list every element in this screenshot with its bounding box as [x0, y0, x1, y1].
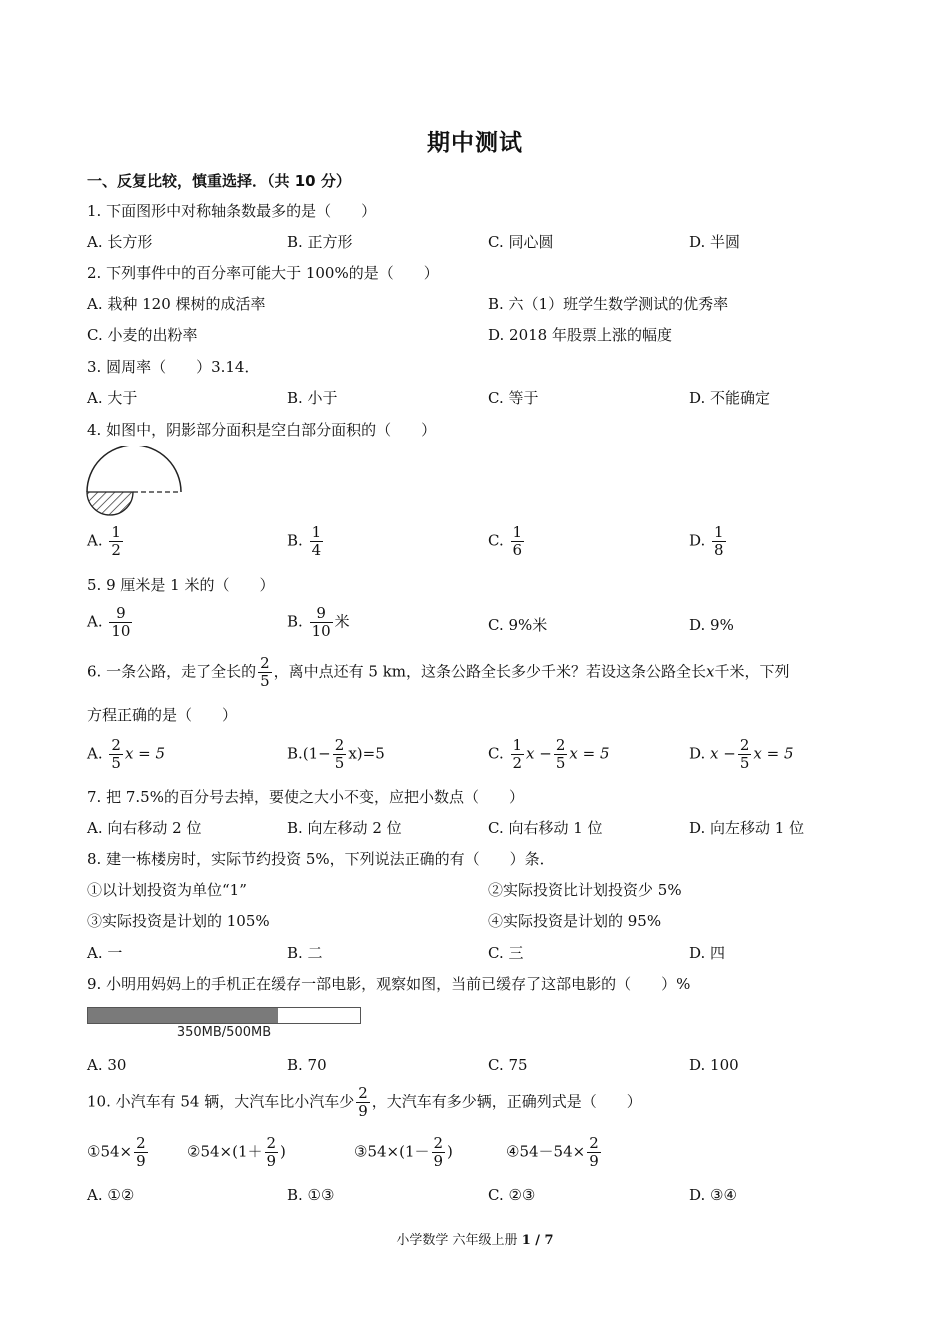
q8-statement-4: ④实际投资是计划的 95% [488, 912, 662, 930]
fraction: $\frac{1}{2}$ [512, 736, 523, 772]
fraction: $\frac{2}{9}$ [266, 1134, 277, 1170]
q3-option-d: D. 不能确定 [689, 389, 771, 407]
q1-option-b: B. 正方形 [287, 233, 353, 251]
q10-option-d: D. ③④ [689, 1186, 737, 1204]
question-6-stem: 6. 一条公路，走了全长的 $\frac{2}{5}$ ，离中点还有 5 km，这条公路全长多少千米？若设这条公路全长x千米，下列 [87, 654, 790, 690]
fraction: $\frac{2}{5}$ [334, 736, 345, 772]
q10-option-a: A. ①② [87, 1186, 135, 1204]
q8-option-b: B. 二 [287, 944, 323, 962]
q10-expression-1: ①54× $\frac{2}{9}$ [87, 1134, 146, 1170]
q8-statement-2: ②实际投资比计划投资少 5% [488, 881, 682, 899]
question-5-stem: 5. 9 厘米是 1 米的（ ） [87, 576, 275, 594]
q4-option-c: C. $\frac{1}{6}$ [488, 523, 523, 559]
fraction: $\frac{1}{2}$ [111, 523, 121, 559]
q9-option-b: B. 70 [287, 1056, 327, 1074]
question-9-stem: 9. 小明用妈妈上的手机正在缓存一部电影，观察如图，当前已缓存了这部电影的（ ）% [87, 975, 691, 993]
q6-option-a: A. $\frac{2}{5}$ x = 5 [87, 736, 166, 772]
q10-expression-3: ③54×(1－ $\frac{2}{9}$ ) [354, 1134, 453, 1170]
q7-option-a: A. 向右移动 2 位 [87, 819, 202, 837]
fraction: $\frac{2}{5}$ [739, 736, 750, 772]
q1-option-a: A. 长方形 [87, 233, 153, 251]
q10-option-b: B. ①③ [287, 1186, 335, 1204]
q8-statement-3: ③实际投资是计划的 105% [87, 912, 270, 930]
question-1-stem: 1. 下面图形中对称轴条数最多的是（ ） [87, 202, 377, 220]
q2-option-b: B. 六（1）班学生数学测试的优秀率 [488, 295, 729, 313]
q9-option-a: A. 30 [87, 1056, 127, 1074]
fraction: $\frac{1}{6}$ [512, 523, 523, 559]
q5-option-c: C. 9%米 [488, 616, 548, 634]
page-footer [0, 1229, 950, 1248]
q7-option-c: C. 向右移动 1 位 [488, 819, 603, 837]
progress-bar [87, 1007, 361, 1024]
download-progress-figure [87, 1007, 361, 1043]
fraction: $\frac{2}{5}$ [555, 736, 566, 772]
fraction: $\frac{9}{10}$ [111, 604, 131, 640]
q3-option-a: A. 大于 [87, 389, 138, 407]
q7-option-b: B. 向左移动 2 位 [287, 819, 402, 837]
q3-option-c: C. 等于 [488, 389, 539, 407]
q5-option-b: B. $\frac{9}{10}$ 米 [287, 604, 350, 640]
fraction: $\frac{2}{9}$ [589, 1134, 599, 1170]
q4-option-b: B. $\frac{1}{4}$ [287, 523, 322, 559]
fraction: $\frac{2}{5}$ [111, 736, 121, 772]
q8-option-c: C. 三 [488, 944, 524, 962]
footer-label: 小学数学 六年级上册 [396, 1233, 518, 1248]
question-6-stem-line-2: 方程正确的是（ ） [87, 706, 238, 724]
q10-option-c: C. ②③ [488, 1186, 536, 1204]
q5-option-a: A. $\frac{9}{10}$ [87, 604, 131, 640]
q5-option-d: D. 9% [689, 616, 734, 634]
q8-statement-1: ①以计划投资为单位“1” [87, 881, 247, 899]
fraction: $\frac{2}{9}$ [358, 1084, 368, 1120]
fraction: $\frac{9}{10}$ [311, 604, 331, 640]
page-number: 1 / 7 [521, 1233, 554, 1248]
q9-option-d: D. 100 [689, 1056, 739, 1074]
q1-option-c: C. 同心圆 [488, 233, 554, 251]
q2-option-a: A. 栽种 120 棵树的成活率 [87, 295, 266, 313]
question-2-stem: 2. 下列事件中的百分率可能大于 100%的是（ ） [87, 264, 439, 282]
q8-option-d: D. 四 [689, 944, 726, 962]
fraction: $\frac{2}{9}$ [136, 1134, 146, 1170]
q6-option-d: D. x − $\frac{2}{5}$ x = 5 [689, 736, 794, 772]
progress-label: 350MB/500MB [176, 1025, 272, 1040]
q8-option-a: A. 一 [87, 944, 123, 962]
fraction: $\frac{1}{8}$ [714, 523, 724, 559]
q6-option-c: C. $\frac{1}{2}$ x − $\frac{2}{5}$ x = 5 [488, 736, 610, 772]
q10-expression-2: ②54×(1＋ $\frac{2}{9}$ ) [187, 1134, 286, 1170]
question-8-stem: 8. 建一栋楼房时，实际节约投资 5%，下列说法正确的有（ ）条． [87, 850, 555, 868]
fraction: $\frac{2}{5}$ [260, 654, 270, 690]
fraction: $\frac{1}{4}$ [311, 523, 322, 559]
q4-option-a: A. $\frac{1}{2}$ [87, 523, 121, 559]
semicircle-shaded-figure [84, 446, 184, 518]
q1-option-d: D. 半圆 [689, 233, 741, 251]
question-7-stem: 7. 把 7.5%的百分号去掉，要使之大小不变，应把小数点（ ） [87, 788, 524, 806]
question-3-stem: 3. 圆周率（ ）3.14． [87, 358, 260, 376]
section-heading: 一、反复比较，慎重选择．（共 10 分） [87, 172, 351, 190]
question-4-stem: 4. 如图中，阴影部分面积是空白部分面积的（ ） [87, 421, 437, 439]
question-10-stem: 10. 小汽车有 54 辆，大汽车比小汽车少 $\frac{2}{9}$ ，大汽车有多少辆，正确列式是（ ） [87, 1084, 642, 1120]
q4-option-d: D. $\frac{1}{8}$ [689, 523, 724, 559]
q10-expression-4: ④54－54× $\frac{2}{9}$ [506, 1134, 599, 1170]
q3-option-b: B. 小于 [287, 389, 338, 407]
q7-option-d: D. 向左移动 1 位 [689, 819, 805, 837]
fraction: $\frac{2}{9}$ [433, 1134, 444, 1170]
q2-option-c: C. 小麦的出粉率 [87, 326, 198, 344]
progress-bar-fill [88, 1008, 278, 1023]
q6-option-b: B.(1− $\frac{2}{5}$ x)=5 [287, 736, 385, 772]
q9-option-c: C. 75 [488, 1056, 528, 1074]
q2-option-d: D. 2018 年股票上涨的幅度 [488, 326, 672, 344]
page-title: 期中测试 [427, 130, 523, 156]
